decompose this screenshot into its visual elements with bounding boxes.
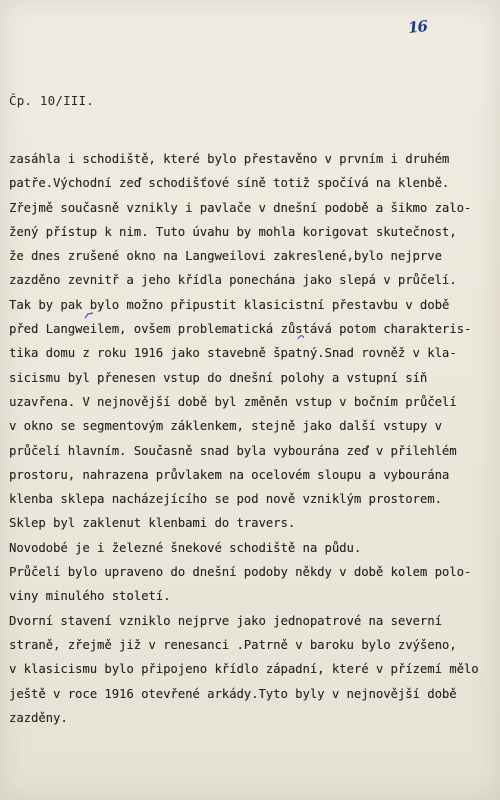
text-line: tika domu z roku 1916 jako stavebně špatný.Snad rovněž v kla- <box>9 346 457 361</box>
text-line: sicismu byl přenesen vstup do dnešní polohy a vstupní síň <box>9 370 428 385</box>
house-reference-number: Čp. 10/III. <box>9 93 94 108</box>
text-line: Průčelí bylo upraveno do dnešní podoby někdy v době kolem polo- <box>9 565 472 580</box>
text-line: straně, zřejmě již v renesanci .Patrně v baroku bylo zvýšeno, <box>9 637 457 652</box>
typewritten-body-text <box>9 147 497 730</box>
pen-tick-mark-icon <box>84 312 94 320</box>
handwritten-page-number: 16 <box>407 17 428 37</box>
text-line: před Langweilem, ovšem problematická zůstává potom charakteris- <box>9 322 472 337</box>
text-line: uzavřena. V nejnovější době byl změněn vstup v bočním průčelí <box>9 394 457 409</box>
text-line: Novodobé je i železné šnekové schodiště na půdu. <box>9 540 362 555</box>
text-line: Zřejmě současně vznikly i pavlače v dnešní podobě a šikmo zalo- <box>9 200 472 215</box>
text-line: ještě v roce 1916 otevřené arkády.Tyto byly v nejnovější době <box>9 686 457 701</box>
text-line: Sklep byl zaklenut klenbami do travers. <box>9 516 296 531</box>
text-line: viny minulého století. <box>9 589 171 604</box>
text-line: klenba sklepa nacházejícího se pod nově vzniklým prostorem. <box>9 492 442 507</box>
text-line: patře.Východní zeď schodišťové síně totiž spočívá na klenbě. <box>9 176 450 191</box>
text-line: zazděny. <box>9 710 68 725</box>
text-line: v klasicismu bylo připojeno křídlo západní, které v přízemí mělo <box>9 662 479 677</box>
text-line: zazděno zevnitř a jeho křídla ponechána jako slepá v průčelí. <box>9 273 457 288</box>
text-line: že dnes zrušené okno na Langweilovi zakreslené,bylo nejprve <box>9 249 442 264</box>
text-line: prostoru, nahrazena průvlakem na ocelovém sloupu a vybourána <box>9 467 450 482</box>
text-line: Dvorní stavení vzniklo nejprve jako jednopatrové na severní <box>9 613 442 628</box>
text-line: v okno se segmentovým záklenkem, stejně jako další vstupy v <box>9 419 442 434</box>
text-line: žený přístup k nim. Tuto úvahu by mohla korigovat skutečnost, <box>9 224 457 239</box>
text-line: průčelí hlavním. Současně snad byla vybourána zeď v přilehlém <box>9 443 457 458</box>
pen-correction-mark-icon <box>296 333 306 341</box>
text-line: Tak by pak bylo možno připustit klasicistní přestavbu v době <box>9 297 450 312</box>
text-line: zasáhla i schodiště, které bylo přestavěno v prvním i druhém <box>9 152 450 166</box>
